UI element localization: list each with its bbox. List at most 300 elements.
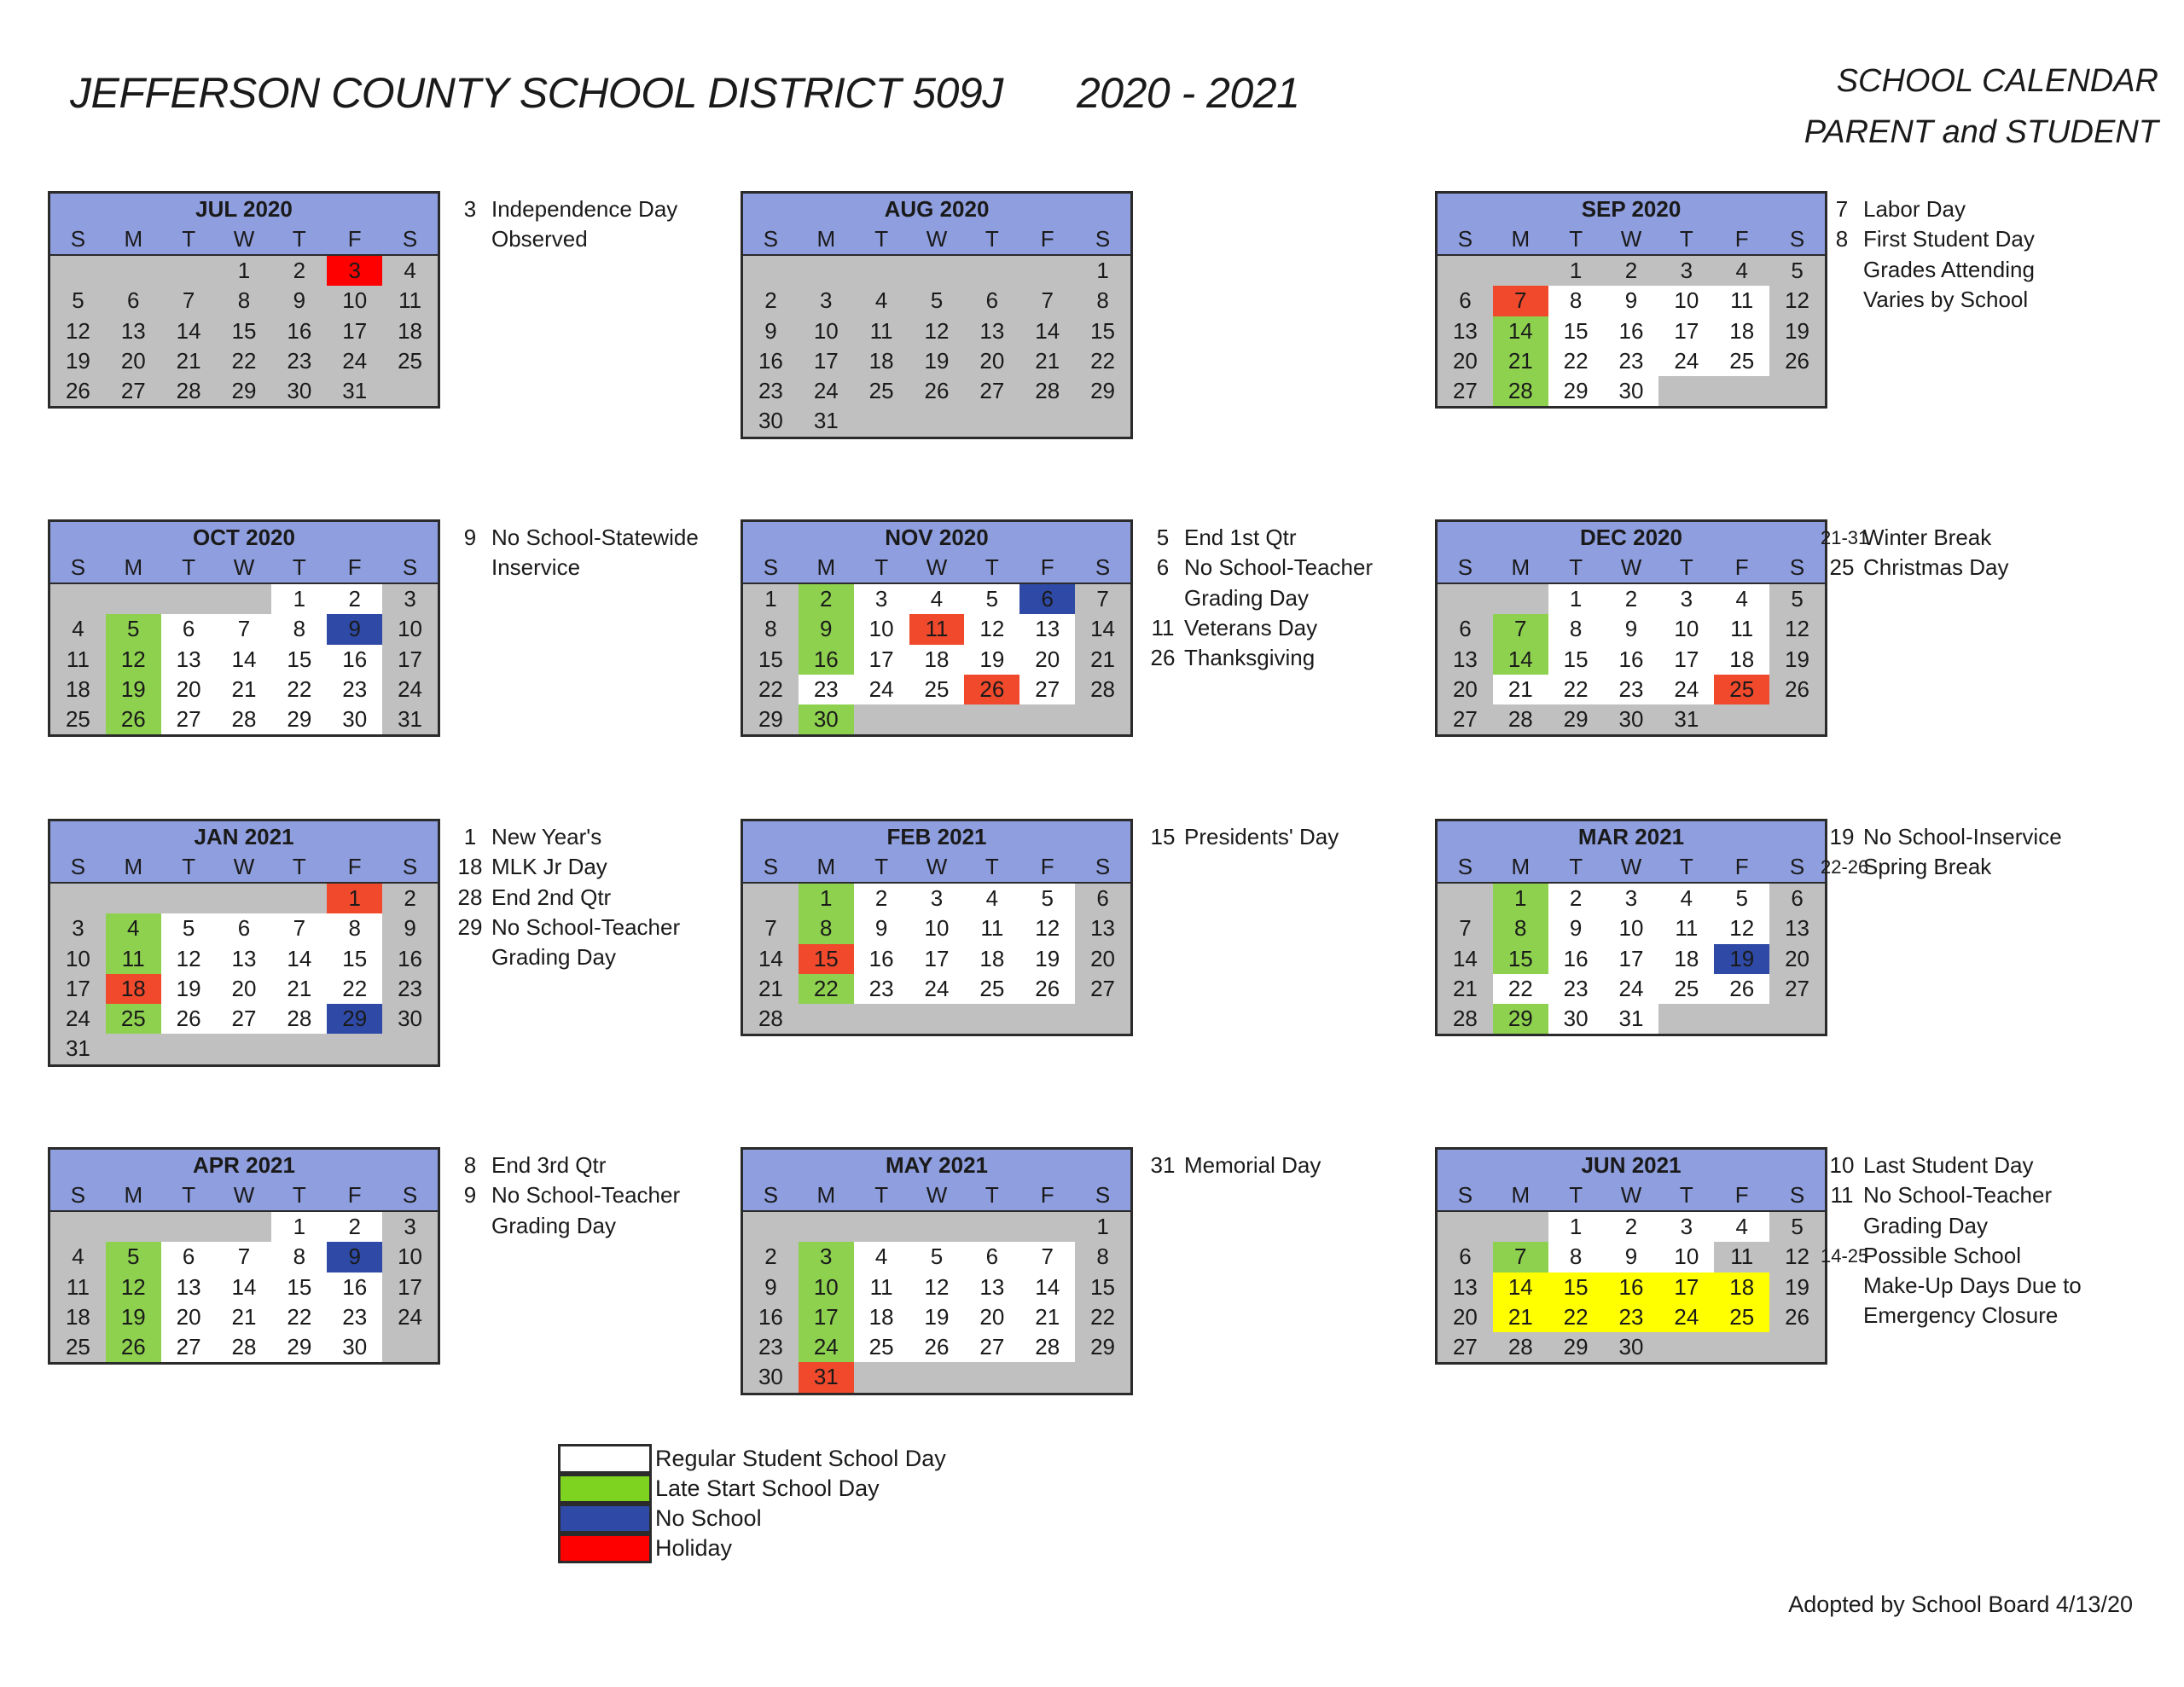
note-text: End 1st Qtr — [1184, 525, 1297, 550]
note-text: Grading Day — [491, 944, 616, 971]
weekday-label: T — [874, 854, 889, 879]
day-cell: 31 — [1604, 1004, 1659, 1034]
month-calendar — [48, 1147, 440, 1365]
weekday-label: F — [1734, 1182, 1749, 1208]
day-cell: 14 — [271, 944, 327, 974]
day-cell: 2 — [799, 584, 854, 614]
day-cell: 20 — [217, 974, 272, 1004]
day-cell: 11 — [106, 944, 161, 974]
day-cell: 31 — [327, 376, 382, 406]
note-date: 1 — [463, 824, 477, 849]
day-cell: 17 — [1658, 645, 1714, 675]
weekday-label: S — [402, 554, 418, 580]
day-cell: 25 — [1714, 346, 1769, 376]
day-cell: 5 — [161, 913, 217, 943]
day-cell: 2 — [327, 584, 382, 614]
day-cell: 12 — [1769, 286, 1825, 316]
day-cell: 11 — [854, 1272, 909, 1302]
day-grid — [50, 1212, 438, 1362]
day-cell: 31 — [1658, 704, 1714, 734]
empty-cell — [854, 256, 909, 286]
note-date: 7 — [1835, 196, 1849, 222]
day-cell: 4 — [1714, 1212, 1769, 1242]
note-row — [449, 224, 705, 254]
note-row — [1821, 852, 2077, 882]
note-date: 10 — [1829, 1152, 1855, 1178]
month-calendar — [741, 191, 1133, 439]
empty-cell — [1658, 376, 1714, 406]
empty-cell — [964, 406, 1019, 436]
weekday-label: S — [1095, 1182, 1111, 1208]
day-cell: 25 — [854, 1332, 909, 1362]
weekday-label: S — [1457, 1182, 1473, 1208]
audience-label: PARENT and STUDENT — [1804, 114, 2158, 150]
day-cell: 9 — [743, 1272, 799, 1302]
note-text: Inservice — [491, 554, 581, 581]
note-date: 28 — [457, 884, 483, 910]
note-text: No School-Teacher — [491, 1182, 681, 1209]
note-text: Observed — [491, 226, 588, 252]
day-cell: 17 — [1604, 944, 1659, 974]
day-cell: 5 — [106, 614, 161, 644]
legend-swatch — [558, 1504, 652, 1533]
note-text: First Student Day — [1863, 226, 2035, 252]
weekday-label: T — [985, 226, 999, 252]
day-cell: 16 — [382, 944, 438, 974]
note-row — [1821, 523, 2077, 553]
day-cell: 7 — [271, 913, 327, 943]
empty-cell — [1714, 376, 1769, 406]
weekday-label: S — [402, 854, 418, 879]
day-cell: 21 — [743, 974, 799, 1004]
empty-cell — [1019, 256, 1075, 286]
day-cell: 14 — [1019, 316, 1075, 346]
weekday-label: F — [347, 226, 362, 252]
weekday-label: M — [124, 1182, 143, 1208]
day-cell: 8 — [1548, 614, 1604, 644]
day-cell: 3 — [50, 913, 106, 943]
day-cell: 30 — [743, 1362, 799, 1392]
day-cell: 11 — [50, 645, 106, 675]
empty-cell — [1438, 884, 1493, 913]
legend-swatch — [558, 1444, 652, 1474]
weekday-label: M — [1511, 554, 1531, 580]
empty-cell — [743, 884, 799, 913]
day-grid — [743, 884, 1130, 1034]
weekday-label: T — [292, 226, 306, 252]
day-cell: 24 — [1658, 1302, 1714, 1332]
month-title: SEP 2020 — [1438, 194, 1825, 224]
day-cell: 6 — [1769, 884, 1825, 913]
day-cell: 13 — [1438, 316, 1493, 346]
day-cell: 23 — [327, 675, 382, 704]
month-notes — [1821, 1151, 2082, 1331]
day-cell: 12 — [909, 316, 965, 346]
note-row — [1821, 1180, 2077, 1210]
month-calendar — [1435, 519, 1827, 737]
day-cell: 24 — [382, 675, 438, 704]
empty-cell — [106, 1034, 161, 1064]
weekday-label: T — [1679, 1182, 1693, 1208]
day-cell: 13 — [1769, 913, 1825, 943]
note-text: No School-Inservice — [1863, 824, 2062, 849]
day-cell: 8 — [1548, 1242, 1604, 1272]
weekday-label: T — [182, 854, 196, 879]
day-cell: 4 — [50, 614, 106, 644]
month-title: JUL 2020 — [50, 194, 438, 224]
day-cell: 14 — [217, 1272, 272, 1302]
weekday-label: T — [182, 554, 196, 580]
day-cell: 11 — [854, 316, 909, 346]
day-cell: 3 — [1658, 584, 1714, 614]
weekday-label: S — [1457, 854, 1473, 879]
day-cell: 3 — [1604, 884, 1659, 913]
day-cell: 8 — [271, 614, 327, 644]
day-cell: 16 — [799, 645, 854, 675]
empty-cell — [161, 1034, 217, 1064]
month-title: OCT 2020 — [50, 522, 438, 553]
weekday-label: W — [233, 1182, 255, 1208]
day-cell: 26 — [909, 1332, 965, 1362]
day-cell: 20 — [1075, 944, 1130, 974]
weekday-label: M — [124, 226, 143, 252]
weekday-label: T — [874, 1182, 889, 1208]
weekday-label: S — [763, 554, 779, 580]
day-grid — [743, 1212, 1130, 1393]
day-cell: 23 — [743, 1332, 799, 1362]
day-cell: 8 — [1493, 913, 1548, 943]
weekday-label: S — [1789, 1182, 1805, 1208]
day-cell: 4 — [382, 256, 438, 286]
weekday-label: F — [1734, 554, 1749, 580]
day-cell: 19 — [106, 1302, 161, 1332]
day-cell: 13 — [1438, 645, 1493, 675]
weekday-label: T — [1679, 854, 1693, 879]
day-cell: 12 — [106, 645, 161, 675]
day-cell: 3 — [799, 286, 854, 316]
note-date: 18 — [457, 854, 483, 880]
note-row — [449, 523, 705, 553]
day-cell: 30 — [1604, 376, 1659, 406]
day-cell: 1 — [1548, 1212, 1604, 1242]
day-cell: 19 — [1769, 645, 1825, 675]
empty-cell — [799, 256, 854, 286]
empty-cell — [743, 1212, 799, 1242]
day-cell: 11 — [50, 1272, 106, 1302]
day-cell: 17 — [327, 316, 382, 346]
note-row — [449, 852, 705, 882]
calendar-label: SCHOOL CALENDAR — [1836, 63, 2158, 99]
day-cell: 7 — [743, 913, 799, 943]
note-text: No School-Teacher — [1184, 554, 1374, 581]
note-date: 15 — [1150, 824, 1176, 849]
weekday-label: F — [1040, 854, 1054, 879]
day-cell: 25 — [854, 376, 909, 406]
day-cell: 16 — [327, 1272, 382, 1302]
note-text: Grading Day — [1863, 1212, 1988, 1238]
day-cell: 25 — [50, 1332, 106, 1362]
weekday-label: M — [124, 854, 143, 879]
weekday-label: M — [816, 1182, 836, 1208]
empty-cell — [854, 1362, 909, 1392]
day-cell: 10 — [909, 913, 965, 943]
empty-cell — [964, 704, 1019, 734]
district-title: JEFFERSON COUNTY SCHOOL DISTRICT 509J — [70, 69, 1003, 117]
day-cell: 15 — [1493, 944, 1548, 974]
day-cell: 10 — [799, 316, 854, 346]
day-cell: 7 — [217, 1242, 272, 1272]
day-cell: 7 — [1493, 286, 1548, 316]
note-row — [1141, 643, 1397, 673]
day-cell: 15 — [1548, 645, 1604, 675]
day-cell: 20 — [964, 346, 1019, 376]
day-cell: 4 — [854, 286, 909, 316]
day-cell: 5 — [1769, 256, 1825, 286]
day-cell: 2 — [1604, 584, 1659, 614]
weekday-label: S — [70, 1182, 86, 1208]
day-cell: 21 — [1019, 1302, 1075, 1332]
empty-cell — [854, 1212, 909, 1242]
day-cell: 21 — [271, 974, 327, 1004]
note-date: 9 — [463, 1182, 477, 1209]
day-cell: 3 — [1658, 1212, 1714, 1242]
note-row — [449, 913, 705, 942]
day-cell: 26 — [106, 704, 161, 734]
day-cell: 20 — [1438, 346, 1493, 376]
day-cell: 15 — [217, 316, 272, 346]
day-cell: 20 — [161, 675, 217, 704]
day-cell: 19 — [1769, 1272, 1825, 1302]
day-cell: 25 — [909, 675, 965, 704]
day-cell: 22 — [217, 346, 272, 376]
adoption-note: Adopted by School Board 4/13/20 — [1788, 1591, 2133, 1617]
day-cell: 15 — [327, 944, 382, 974]
note-row — [1821, 255, 2077, 285]
note-date: 3 — [463, 196, 477, 222]
note-text: Veterans Day — [1184, 614, 1318, 641]
weekday-label: T — [292, 1182, 306, 1208]
empty-cell — [50, 584, 106, 614]
empty-cell — [106, 584, 161, 614]
day-cell: 18 — [1658, 944, 1714, 974]
day-cell: 20 — [106, 346, 161, 376]
day-cell: 7 — [1438, 913, 1493, 943]
weekday-label: S — [1457, 554, 1473, 580]
note-row — [449, 883, 705, 913]
day-cell: 23 — [1604, 675, 1659, 704]
day-cell: 18 — [854, 346, 909, 376]
empty-cell — [909, 256, 965, 286]
weekday-label: S — [1095, 226, 1111, 252]
day-cell: 29 — [743, 704, 799, 734]
empty-cell — [1658, 1004, 1714, 1034]
note-row — [1821, 194, 2077, 224]
empty-cell — [909, 704, 965, 734]
note-row — [1821, 1151, 2077, 1180]
day-cell: 27 — [1438, 1332, 1493, 1362]
day-cell: 24 — [854, 675, 909, 704]
day-cell: 25 — [1658, 974, 1714, 1004]
note-row — [1821, 1271, 2082, 1301]
empty-cell — [161, 884, 217, 913]
note-text: End 3rd Qtr — [491, 1152, 607, 1178]
weekday-label: T — [182, 226, 196, 252]
weekday-label: M — [1511, 854, 1531, 879]
empty-cell — [1493, 256, 1548, 286]
day-cell: 28 — [1493, 1332, 1548, 1362]
empty-cell — [909, 1004, 965, 1034]
day-cell: 19 — [50, 346, 106, 376]
weekday-label: T — [1569, 554, 1583, 580]
day-cell: 29 — [1075, 376, 1130, 406]
day-cell: 18 — [50, 675, 106, 704]
note-text: No School-Teacher — [491, 913, 681, 940]
day-cell: 7 — [1493, 614, 1548, 644]
day-cell: 27 — [1438, 376, 1493, 406]
empty-cell — [1438, 1212, 1493, 1242]
day-cell: 11 — [1714, 1242, 1769, 1272]
day-cell: 19 — [161, 974, 217, 1004]
day-cell: 22 — [1075, 346, 1130, 376]
day-cell: 6 — [1438, 614, 1493, 644]
note-date: 5 — [1156, 525, 1170, 550]
note-date: 29 — [457, 913, 483, 940]
day-cell: 26 — [106, 1332, 161, 1362]
note-row — [449, 1151, 705, 1180]
day-grid — [1438, 1212, 1825, 1362]
month-title: MAR 2021 — [1438, 821, 1825, 852]
day-cell: 10 — [50, 944, 106, 974]
day-cell: 9 — [1604, 1242, 1659, 1272]
day-cell: 10 — [1658, 1242, 1714, 1272]
day-cell: 23 — [327, 1302, 382, 1332]
day-cell: 30 — [743, 406, 799, 436]
day-cell: 8 — [327, 913, 382, 943]
day-cell: 27 — [106, 376, 161, 406]
day-cell: 7 — [1493, 1242, 1548, 1272]
day-cell: 21 — [161, 346, 217, 376]
day-cell: 8 — [271, 1242, 327, 1272]
note-row — [1821, 1211, 2077, 1241]
weekday-label: W — [1620, 1182, 1642, 1208]
day-cell: 6 — [161, 614, 217, 644]
note-date: 22-26 — [1821, 856, 1869, 878]
day-cell: 2 — [854, 884, 909, 913]
weekday-label: T — [182, 1182, 196, 1208]
empty-cell — [1493, 1212, 1548, 1242]
note-text: Grading Day — [1184, 584, 1309, 611]
day-cell: 13 — [1019, 614, 1075, 644]
day-cell: 23 — [382, 974, 438, 1004]
day-cell: 5 — [964, 584, 1019, 614]
day-cell: 1 — [1493, 884, 1548, 913]
day-cell: 22 — [799, 974, 854, 1004]
day-cell: 25 — [50, 704, 106, 734]
empty-cell — [1769, 1332, 1825, 1362]
day-cell: 15 — [1075, 1272, 1130, 1302]
legend-swatch — [558, 1533, 652, 1563]
day-cell: 10 — [1604, 913, 1659, 943]
note-text: Spring Break — [1863, 854, 1992, 880]
empty-cell — [217, 1034, 272, 1064]
weekday-label: M — [124, 554, 143, 580]
day-cell: 22 — [1548, 675, 1604, 704]
day-cell: 25 — [106, 1004, 161, 1034]
day-cell: 18 — [1714, 316, 1769, 346]
empty-cell — [1075, 406, 1130, 436]
day-cell: 28 — [1075, 675, 1130, 704]
month-calendar — [1435, 1147, 1827, 1365]
day-cell: 27 — [964, 376, 1019, 406]
note-row — [1821, 1241, 2077, 1271]
day-cell: 15 — [799, 944, 854, 974]
empty-cell — [909, 406, 965, 436]
note-text: End 2nd Qtr — [491, 884, 612, 910]
weekday-label: T — [1679, 226, 1693, 252]
weekday-header — [1438, 224, 1825, 256]
empty-cell — [1438, 584, 1493, 614]
day-cell: 12 — [1714, 913, 1769, 943]
day-cell: 26 — [161, 1004, 217, 1034]
day-cell: 13 — [217, 944, 272, 974]
note-date: 25 — [1829, 554, 1855, 581]
note-row — [1141, 1151, 1397, 1180]
day-cell: 14 — [217, 645, 272, 675]
weekday-label: W — [1620, 854, 1642, 879]
note-date: 11 — [1151, 614, 1175, 641]
empty-cell — [964, 256, 1019, 286]
weekday-label: F — [347, 854, 362, 879]
day-cell: 28 — [1438, 1004, 1493, 1034]
day-cell: 5 — [909, 286, 965, 316]
day-cell: 15 — [271, 645, 327, 675]
note-row — [449, 822, 705, 852]
day-cell: 2 — [1604, 1212, 1659, 1242]
note-row — [449, 1211, 705, 1241]
day-cell: 28 — [1493, 376, 1548, 406]
day-cell: 29 — [1548, 704, 1604, 734]
day-cell: 12 — [50, 316, 106, 346]
day-cell: 19 — [1714, 944, 1769, 974]
weekday-label: M — [1511, 226, 1531, 252]
weekday-header — [50, 553, 438, 584]
day-cell: 21 — [1075, 645, 1130, 675]
day-cell: 12 — [1019, 913, 1075, 943]
empty-cell — [1769, 376, 1825, 406]
day-cell: 13 — [161, 645, 217, 675]
day-grid — [50, 256, 438, 406]
note-date: 8 — [1835, 226, 1849, 252]
day-cell: 11 — [964, 913, 1019, 943]
day-cell: 23 — [271, 346, 327, 376]
note-row — [1821, 553, 2077, 583]
day-cell: 16 — [743, 346, 799, 376]
day-cell: 11 — [909, 614, 965, 644]
note-text: MLK Jr Day — [491, 854, 607, 880]
weekday-label: W — [233, 554, 255, 580]
note-row — [1821, 224, 2077, 254]
weekday-label: T — [1679, 554, 1693, 580]
empty-cell — [161, 256, 217, 286]
weekday-label: F — [347, 554, 362, 580]
day-cell: 6 — [106, 286, 161, 316]
day-cell: 3 — [909, 884, 965, 913]
weekday-label: S — [1095, 854, 1111, 879]
day-cell: 27 — [161, 1332, 217, 1362]
month-notes — [449, 523, 705, 583]
day-grid — [50, 884, 438, 1064]
day-cell: 20 — [1438, 675, 1493, 704]
